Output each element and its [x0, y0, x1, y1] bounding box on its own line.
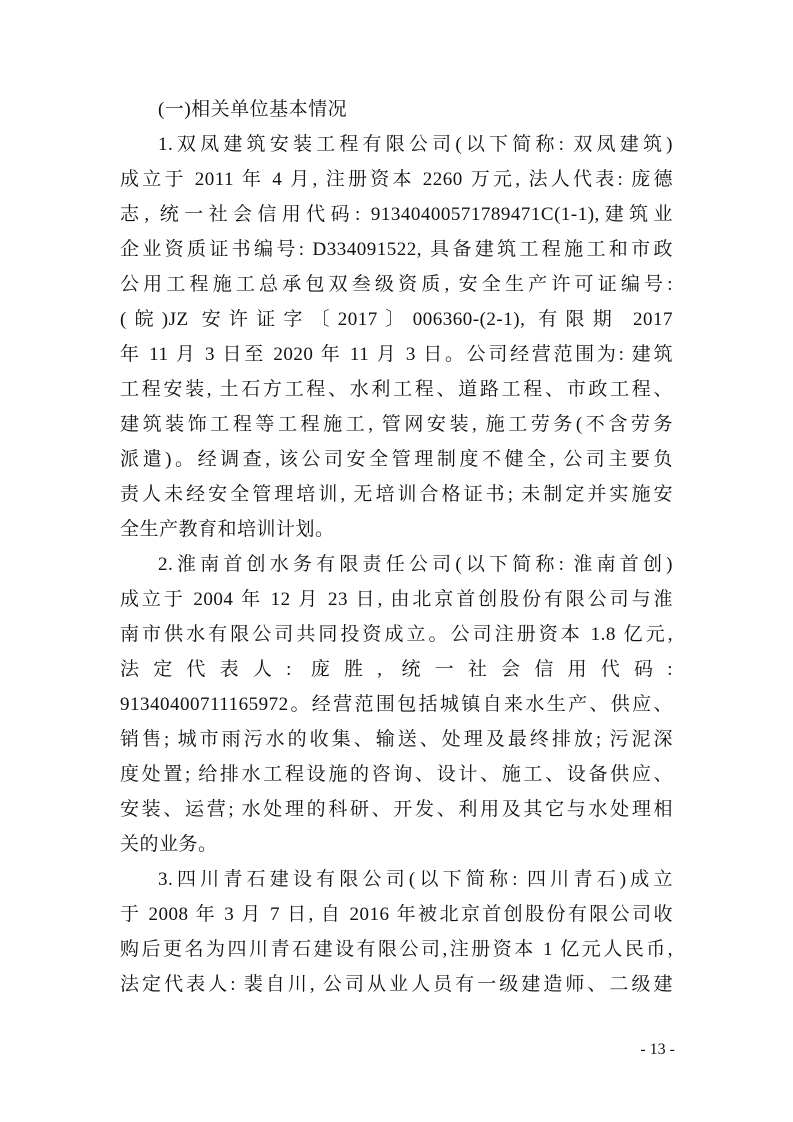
- text-line: 工程安装, 土石方工程、水利工程、道路工程、市政工程、: [120, 379, 673, 400]
- text-line: 3.四川青石建设有限公司(以下简称: 四川青石)成立: [158, 869, 673, 890]
- text-line: 2.淮南首创水务有限责任公司(以下简称: 淮南首创): [158, 554, 673, 575]
- text-line: 成立于 2011 年 4 月, 注册资本 2260 万元, 法人代表: 庞德: [120, 169, 673, 190]
- text-line: 南市供水有限公司共同投资成立。公司注册资本 1.8 亿元,: [120, 624, 673, 645]
- text-line: 销售; 城市雨污水的收集、输送、处理及最终排放; 污泥深: [120, 729, 673, 750]
- text-line: 责人未经安全管理培训, 无培训合格证书; 未制定并实施安: [120, 484, 673, 505]
- section-heading: (一)相关单位基本情况: [158, 99, 348, 120]
- text-line: 公用工程施工总承包双叁级资质, 安全生产许可证编号:: [120, 274, 673, 295]
- text-line: 建筑装饰工程等工程施工, 管网安装, 施工劳务(不含劳务: [120, 414, 673, 435]
- text-line: 于 2008 年 3 月 7 日, 自 2016 年被北京首创股份有限公司收: [120, 904, 673, 925]
- text-line: 成立于 2004 年 12 月 23 日, 由北京首创股份有限公司与淮: [120, 589, 673, 610]
- text-line: 派遣)。经调查, 该公司安全管理制度不健全, 公司主要负: [120, 449, 673, 470]
- document-body: [120, 92, 673, 1002]
- text-line: 购后更名为四川青石建设有限公司,注册资本 1 亿元人民币,: [120, 939, 673, 960]
- text-line: 关的业务。: [120, 834, 218, 855]
- page-number: - 13 -: [640, 1041, 675, 1058]
- text-line: (皖)JZ 安许证字〔2017〕006360-(2-1), 有限期 2017: [120, 309, 673, 330]
- text-line: 企业资质证书编号: D334091522, 具备建筑工程施工和市政: [120, 239, 673, 260]
- text-line: 年 11 月 3 日至 2020 年 11 月 3 日。公司经营范围为: 建筑: [120, 344, 673, 365]
- text-line: 度处置; 给排水工程设施的咨询、设计、施工、设备供应、: [120, 764, 673, 785]
- text-line: 安装、运营; 水处理的科研、开发、利用及其它与水处理相: [120, 799, 673, 820]
- text-line: 1.双凤建筑安装工程有限公司(以下简称: 双凤建筑): [158, 134, 673, 155]
- text-line: 法定代表人: 庞胜, 统一社会信用代码:: [120, 659, 673, 680]
- text-line: 志, 统一社会信用代码: 91340400571789471C(1-1),建筑业: [120, 204, 673, 225]
- text-line: 全生产教育和培训计划。: [120, 519, 335, 540]
- text-line: 91340400711165972。经营范围包括城镇自来水生产、供应、: [120, 694, 673, 715]
- text-line: 法定代表人: 裴自川, 公司从业人员有一级建造师、二级建: [120, 974, 673, 995]
